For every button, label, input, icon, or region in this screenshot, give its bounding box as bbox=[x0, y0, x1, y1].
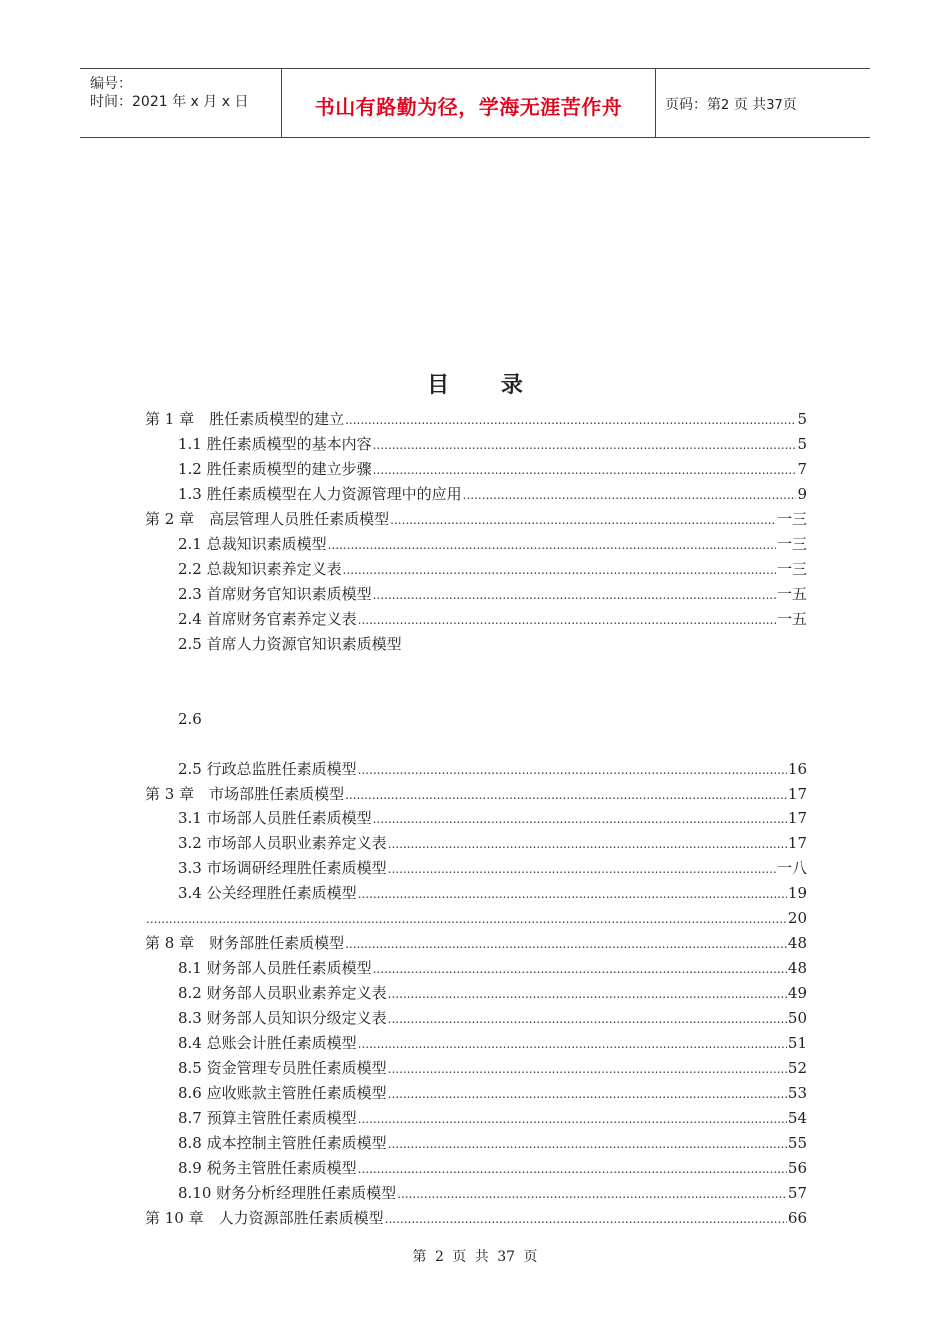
toc-entry-label[interactable]: 2.6 bbox=[178, 710, 202, 728]
toc-leader-dots bbox=[345, 409, 796, 431]
header-page-number bbox=[665, 94, 797, 114]
toc-entry-label: 3.3 市场调研经理胜任素质模型 bbox=[178, 859, 387, 877]
toc-entry-page: 55 bbox=[787, 1134, 807, 1152]
toc-entry-page: 48 bbox=[787, 959, 807, 977]
toc-leader-dots bbox=[388, 1083, 787, 1105]
toc-leader-dots bbox=[146, 908, 787, 930]
toc-entry-page: 9 bbox=[797, 485, 807, 503]
toc-entry-page: 7 bbox=[797, 460, 807, 478]
toc-entry[interactable] bbox=[178, 608, 807, 630]
page-suffix: 页 bbox=[782, 97, 797, 113]
toc-entry-label[interactable]: 2.5 首席人力资源官知识素质模型 bbox=[178, 635, 402, 653]
toc-title: 目 录 bbox=[427, 373, 545, 398]
toc-entry[interactable] bbox=[178, 1082, 807, 1104]
toc-entry-page: 53 bbox=[787, 1084, 807, 1102]
toc-entry-label: 2.3 首席财务官知识素质模型 bbox=[178, 585, 372, 603]
toc-entry-page: 17 bbox=[787, 834, 807, 852]
toc-leader-dots bbox=[373, 958, 787, 980]
toc-entry-page: 一八 bbox=[776, 859, 807, 877]
toc-entry-page: 56 bbox=[787, 1159, 807, 1177]
toc-entry-label: 1.1 胜任素质模型的基本内容 bbox=[178, 435, 372, 453]
toc-entry-page: 一三 bbox=[776, 535, 807, 553]
toc-leader-dots bbox=[388, 1133, 787, 1155]
toc-entry-page: 一五 bbox=[776, 585, 807, 603]
toc-leader-dots bbox=[358, 1108, 787, 1130]
header-page-cell bbox=[656, 69, 870, 137]
toc-leader-dots bbox=[345, 933, 787, 955]
toc-entry[interactable] bbox=[178, 857, 807, 879]
toc-entry-page: 20 bbox=[787, 909, 807, 927]
page-current: 2 bbox=[721, 98, 730, 113]
header-slogan-cell bbox=[282, 69, 656, 137]
toc-leader-dots bbox=[463, 484, 797, 506]
toc-entry-page: 5 bbox=[797, 410, 807, 428]
toc-entry[interactable] bbox=[178, 1107, 807, 1129]
toc-leader-dots bbox=[358, 1158, 787, 1180]
toc-entry[interactable] bbox=[178, 558, 807, 580]
toc-entry[interactable] bbox=[178, 1007, 807, 1029]
toc-entry-page: 52 bbox=[787, 1059, 807, 1077]
toc-entry-label: 2.2 总裁知识素养定义表 bbox=[178, 560, 342, 578]
toc-leader-dots bbox=[388, 1008, 787, 1030]
toc-entry-label: 3.1 市场部人员胜任素质模型 bbox=[178, 809, 372, 827]
toc-entry[interactable] bbox=[178, 533, 807, 555]
toc-entry-page: 一三 bbox=[776, 560, 807, 578]
toc-entry-page: 51 bbox=[787, 1034, 807, 1052]
toc-entry-label: 8.9 税务主管胜任素质模型 bbox=[178, 1159, 357, 1177]
toc-entry[interactable] bbox=[178, 483, 807, 505]
toc-entry-label: 8.1 财务部人员胜任素质模型 bbox=[178, 959, 372, 977]
toc-entry[interactable] bbox=[145, 932, 807, 954]
toc-entry-page: 48 bbox=[787, 934, 807, 952]
toc-leader-dots bbox=[373, 434, 797, 456]
toc-entry[interactable] bbox=[178, 458, 807, 480]
toc-entry[interactable] bbox=[178, 1132, 807, 1154]
toc-entry-label: 第 10 章 人力资源部胜任素质模型 bbox=[145, 1209, 384, 1227]
toc-leader-dots bbox=[343, 559, 776, 581]
toc-entry-label: 1.2 胜任素质模型的建立步骤 bbox=[178, 460, 372, 478]
toc-leader-dots bbox=[373, 459, 797, 481]
toc-entry-page: 17 bbox=[787, 809, 807, 827]
toc-entry-label: 第 8 章 财务部胜任素质模型 bbox=[145, 934, 345, 952]
page-mid: 页 共 bbox=[733, 97, 767, 113]
toc-entry[interactable] bbox=[145, 1207, 807, 1229]
toc-entry-label: 2.5 行政总监胜任素质模型 bbox=[178, 760, 357, 778]
header-meta-cell bbox=[80, 69, 282, 137]
toc-entry[interactable] bbox=[145, 508, 807, 530]
document-number-label: 编号： bbox=[90, 76, 132, 92]
toc-entry-page: 49 bbox=[787, 984, 807, 1002]
toc-entry-page: 19 bbox=[787, 884, 807, 902]
toc-entry[interactable] bbox=[178, 1057, 807, 1079]
toc-entry-label: 1.3 胜任素质模型在人力资源管理中的应用 bbox=[178, 485, 462, 503]
toc-leader-dots bbox=[388, 858, 776, 880]
toc-entry-label: 第 3 章 市场部胜任素质模型 bbox=[145, 785, 345, 803]
toc-entry[interactable] bbox=[178, 832, 807, 854]
toc-leader-dots bbox=[388, 983, 787, 1005]
toc-entry-page: 5 bbox=[797, 435, 807, 453]
page-footer: 第 2 页 共 37 页 bbox=[412, 1249, 538, 1265]
toc-leader-dots bbox=[388, 833, 787, 855]
page-prefix: 页码：第 bbox=[665, 97, 721, 113]
toc-entry-label: 8.6 应收账款主管胜任素质模型 bbox=[178, 1084, 387, 1102]
toc-entry[interactable] bbox=[178, 433, 807, 455]
toc-entry-page: 66 bbox=[787, 1209, 807, 1227]
toc-leader-dots bbox=[358, 883, 787, 905]
toc-entry-label: 2.4 首席财务官素养定义表 bbox=[178, 610, 357, 628]
toc-entry-label: 第 2 章 高层管理人员胜任素质模型 bbox=[145, 510, 390, 528]
toc-entry-label: 8.10 财务分析经理胜任素质模型 bbox=[178, 1184, 397, 1202]
toc-entry-label: 3.4 公关经理胜任素质模型 bbox=[178, 884, 357, 902]
document-date: 时间：2021 年 x 月 x 日 bbox=[90, 94, 249, 110]
toc-entry-label: 2.1 总裁知识素质模型 bbox=[178, 535, 327, 553]
toc-leader-dots bbox=[358, 759, 787, 781]
toc-entry[interactable] bbox=[178, 882, 807, 904]
toc-entry-page: 一三 bbox=[776, 510, 807, 528]
toc-leader-dots bbox=[388, 1058, 787, 1080]
toc-entry-label: 8.7 预算主管胜任素质模型 bbox=[178, 1109, 357, 1127]
toc-entry[interactable] bbox=[178, 583, 807, 605]
toc-entry-page: 16 bbox=[787, 760, 807, 778]
toc-entry[interactable] bbox=[145, 783, 807, 805]
page-total: 37 bbox=[766, 98, 783, 113]
toc-entry[interactable] bbox=[145, 907, 807, 929]
toc-entry-page: 57 bbox=[787, 1184, 807, 1202]
toc-entry[interactable] bbox=[178, 1032, 807, 1054]
toc-entry[interactable] bbox=[145, 408, 807, 430]
toc-leader-dots bbox=[385, 1208, 787, 1230]
toc-leader-dots bbox=[358, 1033, 787, 1055]
toc-entry-page: 一五 bbox=[776, 610, 807, 628]
toc-leader-dots bbox=[345, 784, 787, 806]
toc-entry-label: 8.4 总账会计胜任素质模型 bbox=[178, 1034, 357, 1052]
toc-entry[interactable] bbox=[178, 807, 807, 829]
toc-entry-page: 54 bbox=[787, 1109, 807, 1127]
toc-entry-label: 8.2 财务部人员职业素养定义表 bbox=[178, 984, 387, 1002]
header-slogan: 书山有路勤为径，学海无涯苦作舟 bbox=[314, 95, 623, 119]
toc-entry-page: 50 bbox=[787, 1009, 807, 1027]
toc-leader-dots bbox=[397, 1183, 787, 1205]
toc-entry[interactable] bbox=[178, 957, 807, 979]
page-header bbox=[80, 68, 870, 138]
toc-leader-dots bbox=[373, 808, 787, 830]
toc-leader-dots bbox=[358, 609, 776, 631]
toc-entry-label: 3.2 市场部人员职业素养定义表 bbox=[178, 834, 387, 852]
toc-entry-label: 8.3 财务部人员知识分级定义表 bbox=[178, 1009, 387, 1027]
toc-entry[interactable] bbox=[178, 758, 807, 780]
toc-entry[interactable] bbox=[178, 1157, 807, 1179]
toc-leader-dots bbox=[390, 509, 776, 531]
toc-entry-label: 8.5 资金管理专员胜任素质模型 bbox=[178, 1059, 387, 1077]
toc-entry-label: 第 1 章 胜任素质模型的建立 bbox=[145, 410, 345, 428]
toc-leader-dots bbox=[373, 584, 776, 606]
toc-entry-page: 17 bbox=[787, 785, 807, 803]
toc-leader-dots bbox=[328, 534, 776, 556]
toc-entry[interactable] bbox=[178, 982, 807, 1004]
toc-entry-label: 8.8 成本控制主管胜任素质模型 bbox=[178, 1134, 387, 1152]
toc-entry[interactable] bbox=[178, 1182, 807, 1204]
